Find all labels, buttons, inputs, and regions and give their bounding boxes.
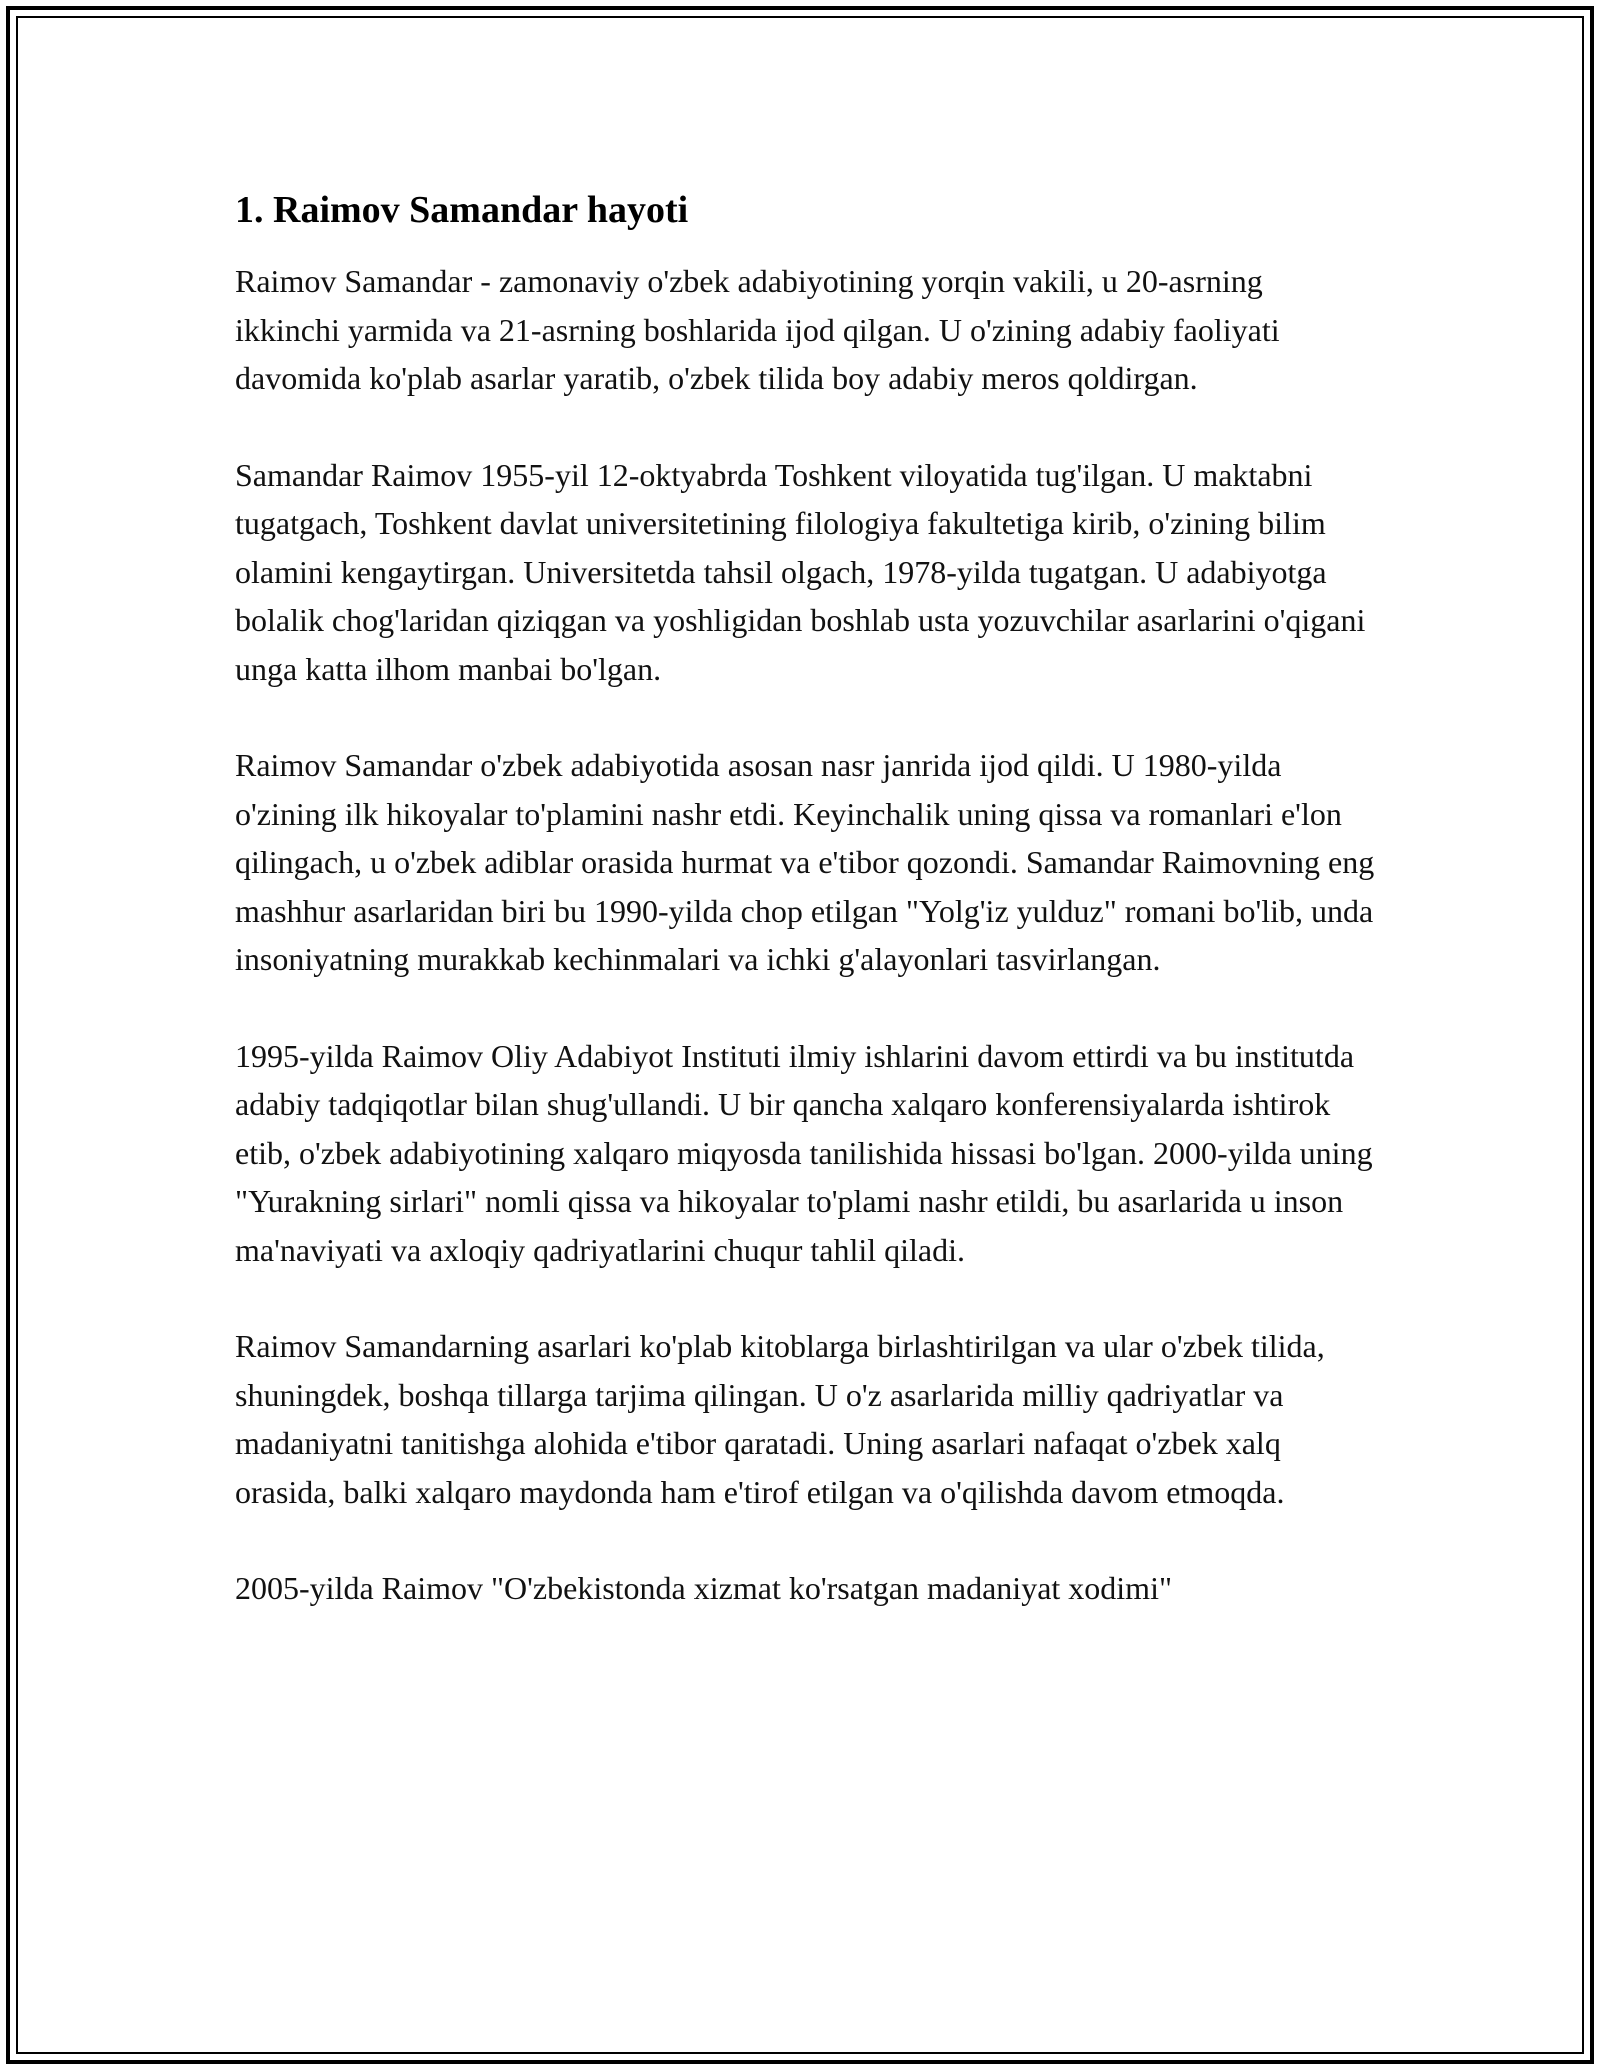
document-body bbox=[235, 186, 1375, 1661]
paragraph-5: Raimov Samandarning asarlari ko'plab kitoblarga birlashtirilgan va ular o'zbek tilida, shuningdek, boshqa tillarga tarjima qilingan. U o'z asarlarida milliy qadriyatlar va madaniyatni tanitishga alohida e'tibor qaratadi. Uning asarlari nafaqat o'zbek xalq orasida, balki xalqaro maydonda ham e'tirof etilgan va o'qilishda davom etmoqda. bbox=[235, 1328, 1325, 1510]
paragraph-3: Raimov Samandar o'zbek adabiyotida asosan nasr janrida ijod qildi. U 1980-yilda o'zining ilk hikoyalar to'plamini nashr etdi. Keyinchalik uning qissa va romanlari e'lon qilingach, u o'zbek adiblar orasida hurmat va e'tibor qozondi. Samandar Raimovning eng mashhur asarlaridan biri bu 1990-yilda chop etilgan "Yolg'iz yulduz" romani bo'lib, unda insoniyatning murakkab kechinmalari va ichki g'alayonlari tasvirlangan. bbox=[235, 747, 1375, 977]
section-title: 1. Raimov Samandar hayoti bbox=[235, 189, 689, 231]
paragraph-1: Raimov Samandar - zamonaviy o'zbek adabiyotining yorqin vakili, u 20-asrning ikkinchi yarmida va 21-asrning boshlarida ijod qilgan. U o'zining adabiy faoliyati davomida ko'plab asarlar yaratib, o'zbek tilida boy adabiy meros qoldirgan. bbox=[235, 263, 1280, 396]
paragraph-2: Samandar Raimov 1955-yil 12-oktyabrda Toshkent viloyatida tug'ilgan. U maktabni tugatgach, Toshkent davlat universitetining filologiya fakultetiga kirib, o'zining bilim olamini kengaytirgan. Universitetda tahsil olgach, 1978-yilda tugatgan. U adabiyotga bolalik chog'laridan qiziqgan va yoshligidan boshlab usta yozuvchilar asarlarini o'qigani unga katta ilhom manbai bo'lgan. bbox=[235, 456, 1366, 687]
paragraph-6: 2005-yilda Raimov "O'zbekistonda xizmat ko'rsatgan madaniyat xodimi" bbox=[235, 1570, 1173, 1606]
paragraph-4: 1995-yilda Raimov Oliy Adabiyot Instituti ilmiy ishlarini davom ettirdi va bu institutda adabiy tadqiqotlar bilan shug'ullandi. U bir qancha xalqaro konferensiyalarda ishtirok etib, o'zbek adabiyotining xalqaro miqyosda tanilishida hissasi bo'lgan. 2000-yilda uning "Yurakning sirlari" nomli qissa va hikoyalar to'plami nashr etildi, bu asarlarida u inson ma'naviyati va axloqiy qadriyatlarini chuqur tahlil qiladi. bbox=[235, 1037, 1373, 1268]
